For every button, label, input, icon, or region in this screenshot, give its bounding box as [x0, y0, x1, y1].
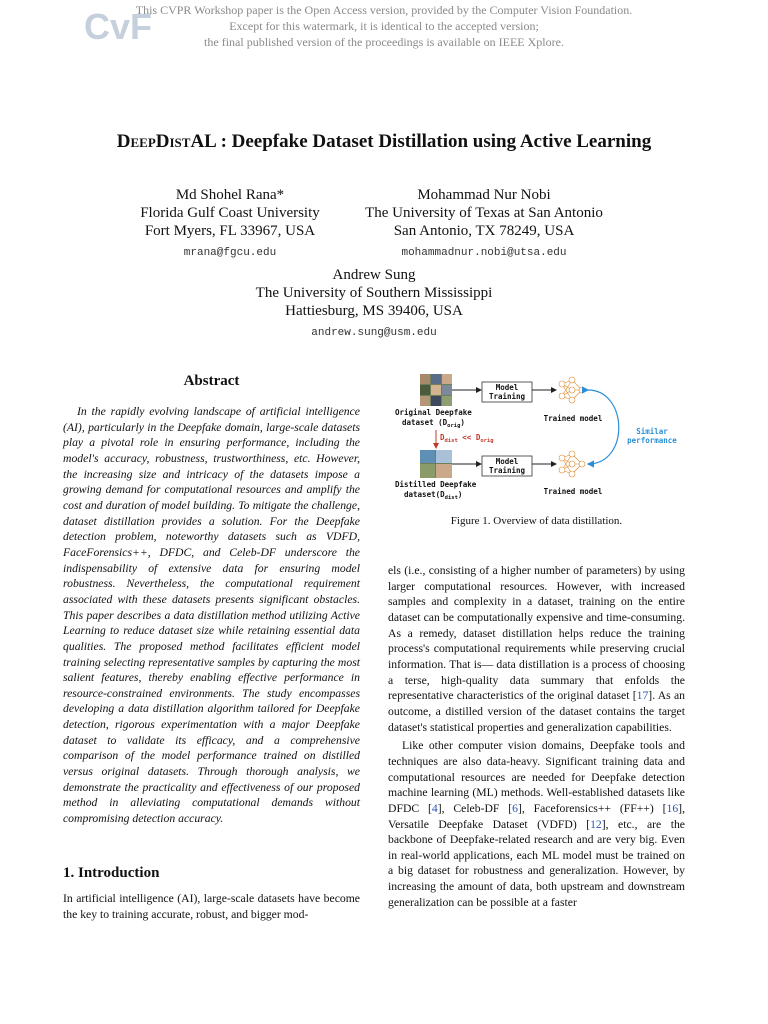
paragraph-text: ], etc., are the backbone of Deepfake-related research and are very big. Even in real-world applications, each ML model must be trained on a big dataset for robustness and generalization. However, by increasing the amount of data, both upstream and downstream generalization can be possible at a faster [388, 817, 685, 909]
body-paragraph [388, 738, 685, 910]
figure-1-caption: Figure 1. Overview of data distillation. [450, 515, 623, 527]
author-affiliation: The University of Southern Mississippi [255, 285, 493, 301]
author-block [354, 186, 614, 262]
relation-symbol-d: D [440, 433, 445, 442]
distilled-dataset-label-prefix: dataset(D [404, 490, 445, 499]
trained-model-label-top: Trained model [543, 414, 603, 423]
model-training-label-top-line2: Training [488, 392, 526, 401]
original-dataset-label-line1: Original Deepfake [395, 408, 472, 417]
paragraph-text: els (i.e., consisting of a higher number of parameters) by using larger computational resources. However, with increased samples and complexity in a dataset, training on the entire dataset can be computationally expensive and time-consuming. As a remedy, dataset distillation helps reduce the training process's computational requirements while preserving crucial information. That is— data distillation is a process of choosing a terse, high-quality data summary that enfolds the representative characteristics of the original dataset [ [388, 564, 685, 703]
paragraph-text: Like other computer vision domains, Deepfake tools and techniques are also data-heavy. Significant training data and computational resources are needed for Deepfake detection machine learning (ML) methods. Well-established datasets like DFDC [ [388, 739, 685, 815]
paragraph-text: ], Versatile Deepfake Dataset (VDFD) [ [388, 801, 685, 831]
title-method-name: DeepDist [116, 131, 191, 152]
author-email[interactable]: mohammadnur.nobi@utsa.edu [401, 247, 567, 259]
abstract-heading: Abstract [183, 373, 240, 389]
paper-title [0, 131, 768, 153]
body-paragraph [388, 563, 685, 735]
distilled-dataset-label-line2 [404, 490, 462, 501]
original-dataset-label-subscript: orig [447, 423, 461, 429]
citation-link[interactable]: 16 [666, 801, 679, 815]
similar-performance-label-line2: performance [627, 436, 677, 445]
watermark-line: This CVPR Workshop paper is the Open Access version, provided by the Computer Vision Foundation. [135, 3, 633, 17]
model-training-label-bottom-line1: Model [495, 457, 519, 466]
neural-network-icon-top [559, 377, 585, 403]
author-name: Mohammad Nur Nobi [417, 187, 551, 203]
original-dataset-label-line2 [402, 418, 465, 429]
author-address: Fort Myers, FL 33967, USA [144, 223, 316, 239]
model-training-label-top-line1: Model [495, 383, 519, 392]
citation-link[interactable]: 12 [590, 817, 602, 831]
author-address: San Antonio, TX 78249, USA [393, 223, 575, 239]
relation-subscript-orig: orig [480, 438, 494, 444]
distilled-dataset-label-suffix: ) [457, 490, 463, 499]
author-block [234, 266, 514, 342]
introduction-paragraph: In artificial intelligence (AI), large-scale datasets have become the key to training accurate, robust, and bigger mod- [63, 892, 360, 921]
author-name: Andrew Sung [332, 267, 416, 283]
similar-performance-arc [588, 390, 619, 464]
trained-model-label-bottom: Trained model [543, 487, 603, 496]
cvf-logo-text: CvF [84, 6, 153, 47]
title-subtitle: : Deepfake Dataset Distillation using Active Learning [215, 131, 652, 152]
original-dataset-label-suffix: ) [460, 418, 465, 427]
author-email[interactable]: andrew.sung@usm.edu [311, 327, 437, 339]
figure-1-diagram [390, 372, 690, 504]
relation-subscript-dist: dist [444, 438, 458, 444]
author-block [130, 186, 330, 262]
paragraph-text: ]. As an outcome, a distilled version of the dataset contains the target dataset's statistical properties and generalization capabilities. [388, 689, 685, 734]
author-affiliation: Florida Gulf Coast University [140, 205, 320, 221]
citation-link[interactable]: 4 [431, 801, 438, 815]
citation-link[interactable]: 17 [636, 689, 649, 703]
author-address: Hattiesburg, MS 39406, USA [285, 303, 463, 319]
watermark-line: Except for this watermark, it is identical to the accepted version; [229, 19, 539, 33]
paragraph-text: ], Celeb-DF [ [437, 801, 513, 815]
paragraph-text: ], Faceforensics++ (FF++) [ [517, 801, 667, 815]
abstract-text: In the rapidly evolving landscape of artificial intelligence (AI), particularly in the Deepfake domain, large-scale datasets play a pivotal role in ensuring performance, including the model's accuracy, robustness, trustworthiness, etc. However, the increasing size and intricacy of the datasets impose a growing demand for computational resources and amplify the cost and duration of model building. To mitigate the challenge, dataset distillation provides a solution. For the Deepfake detection problem, noteworthy datasets such as VDFD, FaceForensics++, DFDC, and Celeb-DF underscore the indispensability of extensive data for ensuring model robustness. Nevertheless, the computational requirement associated with these datasets presents significant obstacles. This paper describes a data distillation method utilizing Active Learning to reduce dataset size while retaining essential data qualities. The proposed method facilitates efficient model training selecting representative samples by capturing the most salient features, thereby enabling effective performance in resource-constrained environments. The study encompasses developing a data distillation algorithm tailored for Deepfake detection, rigorous experimentation with a major Deepfake dataset to validate its efficacy, and a comprehensive comparison of the model performance trained on distilled versus original datasets. Through thorough analysis, we demonstrate the practicality and effectiveness of our proposed method in alleviating computational demands without compromising detection accuracy. [63, 405, 360, 826]
section-heading-introduction: 1. Introduction [63, 865, 160, 881]
similar-performance-label-line1: Similar [636, 427, 668, 436]
relation-less-than: << D [457, 433, 481, 442]
citation-link[interactable]: 6 [512, 801, 518, 815]
original-dataset-label-prefix: dataset (D [402, 418, 448, 427]
author-email[interactable]: mrana@fgcu.edu [183, 247, 277, 259]
distilled-dataset-thumbnail [420, 450, 452, 478]
title-method-suffix: AL [190, 131, 216, 152]
neural-network-icon-bottom [559, 451, 585, 477]
original-dataset-thumbnail [420, 374, 452, 406]
model-training-label-bottom-line2: Training [488, 466, 526, 475]
dataset-size-relation [440, 433, 494, 444]
watermark-line: the final published version of the proceedings is available on IEEE Xplore. [204, 35, 564, 49]
distilled-dataset-label-line1: Distilled Deepfake [395, 480, 477, 489]
distilled-dataset-label-subscript: dist [444, 495, 458, 501]
author-name: Md Shohel Rana* [175, 187, 285, 203]
open-access-watermark [0, 2, 768, 50]
author-affiliation: The University of Texas at San Antonio [365, 205, 603, 221]
right-column-text [388, 563, 685, 910]
